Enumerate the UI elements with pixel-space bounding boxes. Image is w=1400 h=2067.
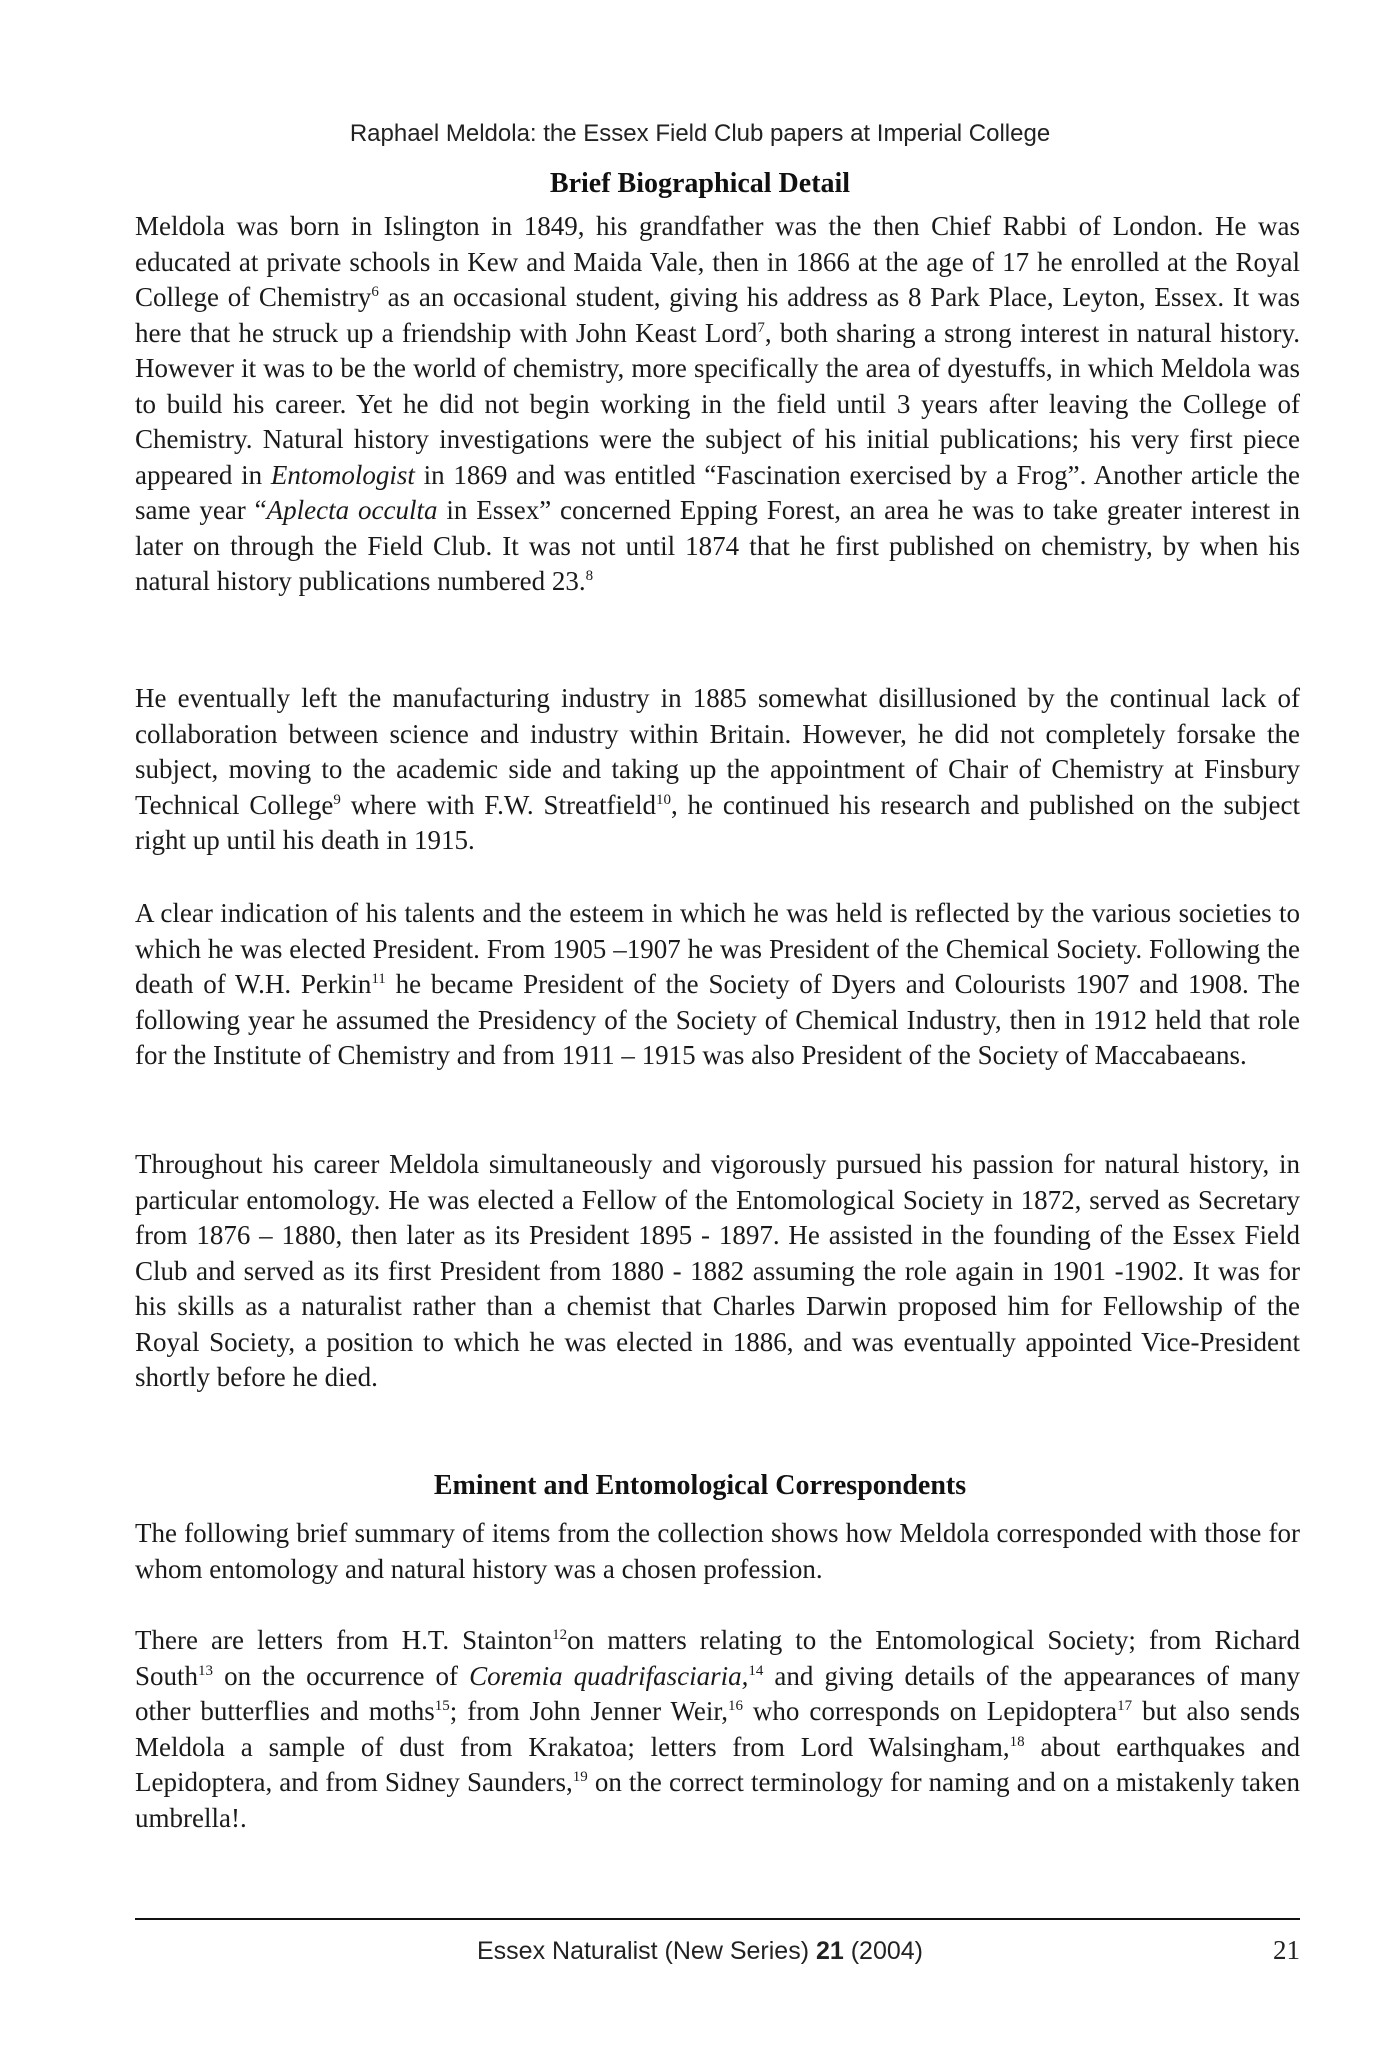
footnote-ref[interactable]: 8 — [585, 568, 594, 584]
section-title-correspondents: Eminent and Entomological Correspondents — [433, 1470, 967, 1501]
section-title-biographical: Brief Biographical Detail — [549, 168, 851, 199]
footer-journal-citation: Essex Naturalist (New Series) 21 (2004) — [476, 1937, 923, 1965]
footnote-ref[interactable]: 10 — [655, 791, 671, 808]
footnote-ref[interactable]: 12 — [552, 1627, 568, 1643]
paragraph-summary: The following brief summary of items from the collection shows how Meldola corresponded with those for whom entomology and natural history was a chosen profession. — [135, 1518, 1300, 1584]
footnote-ref[interactable]: 14 — [748, 1662, 764, 1679]
page-number: 21 — [1273, 1935, 1300, 1965]
footnote-ref[interactable]: 13 — [198, 1662, 214, 1679]
footnote-ref[interactable]: 19 — [572, 1769, 588, 1785]
paragraph-birth-education: Meldola was born in Islington in 1849, his grandfather was the then Chief Rabbi of London. He was educated at private schools in Kew and Maida Vale, then in 1866 at the age of 17 he enrolled at the Royal College of Chemistry$^6$ as an occasional student, giving his address as 8 Park Place, Leyton, Essex. It was here that he struck up a friendship with John Keast Lord$^7$, both sharing a strong interest in natural history. However it was to be the world of chemistry, more specifically the area of dyestuffs, in which Meldola was to build his career. Yet he did not begin working in the field until 3 years after leaving the College of Chemistry. Natural history investigations were the subject of his initial publications; his very first piece appeared in Entomologist in 1869 and was entitled “Fascination exercised by a Frog”. Another article the same year “Aplecta occulta in Essex” concerned Epping Forest, an area he was to take greater interest in later on through the Field Club. It was not until 1874 that he first published on chemistry, by when his natural history publications numbered 23.$^8$ — [135, 211, 1301, 596]
paragraph-letters: There are letters from H.T. Stainton$^{12}$on matters relating to the Entomological Society; from Richard South$^{13}$ on the occurrence of Coremia quadrifasciaria,$^{14}$ and giving details of the appearances of many other butterflies and moths$^{15}$; from John Jenner Weir,$^{16}$ who corresponds on Lepidoptera$^{17}$ but also sends Meldola a sample of dust from Krakatoa; letters from Lord Walsingham,$^{18}$ about earthquakes and Lepidoptera, and from Sidney Saunders,$^{19}$ on the correct terminology for naming and on a mistakenly taken umbrella!. — [135, 1625, 1301, 1833]
footnote-ref[interactable]: 9 — [333, 791, 341, 808]
footnote-ref[interactable]: 15 — [434, 1698, 450, 1714]
footnote-ref[interactable]: 17 — [1117, 1698, 1133, 1714]
paragraph-natural-history: Throughout his career Meldola simultaneously and vigorously pursued his passion for natural history, in particular entomology. He was elected a Fellow of the Entomological Society in 1872, served as Secretary from 1876 – 1880, then later as its President 1895 - 1897. He assisted in the founding of the Essex Field Club and served as its first President from 1880 - 1882 assuming the role again in 1901 -1902. It was for his skills as a naturalist rather than a chemist that Charles Darwin proposed him for Fellowship of the Royal Society, a position to which he was elected in 1886, and was eventually appointed Vice-President shortly before he died. — [135, 1149, 1300, 1392]
volume-number: 21 — [815, 1937, 844, 1965]
footnote-ref[interactable]: 11 — [371, 971, 386, 987]
footnote-ref[interactable]: 6 — [371, 284, 379, 300]
running-header: Raphael Meldola: the Essex Field Club papers at Imperial College — [349, 120, 1051, 147]
paragraph-career: He eventually left the manufacturing industry in 1885 somewhat disillusioned by the continual lack of collaboration between science and industry within Britain. However, he did not completely forsake the subject, moving to the academic side and taking up the appointment of Chair of Chemistry at Finsbury Technical College$^9$ where with F.W. Streatfield$^{10}$, he continued his research and published on the subject right up until his death in 1915. — [135, 683, 1300, 855]
paragraph-presidencies: A clear indication of his talents and the esteem in which he was held is reflected by the various societies to which he was elected President. From 1905 –1907 he was President of the Chemical Society. Following the death of W.H. Perkin$^{11}$ he became President of the Society of Dyers and Colourists 1907 and 1908. The following year he assumed the Presidency of the Society of Chemical Industry, then in 1912 held that role for the Institute of Chemistry and from 1911 – 1915 was also President of the Society of Maccabaeans. — [135, 898, 1300, 1070]
footnote-ref[interactable]: 7 — [757, 319, 765, 336]
footer-divider — [135, 1918, 1300, 1920]
footnote-ref[interactable]: 16 — [727, 1698, 743, 1714]
footnote-ref[interactable]: 18 — [1009, 1733, 1025, 1750]
